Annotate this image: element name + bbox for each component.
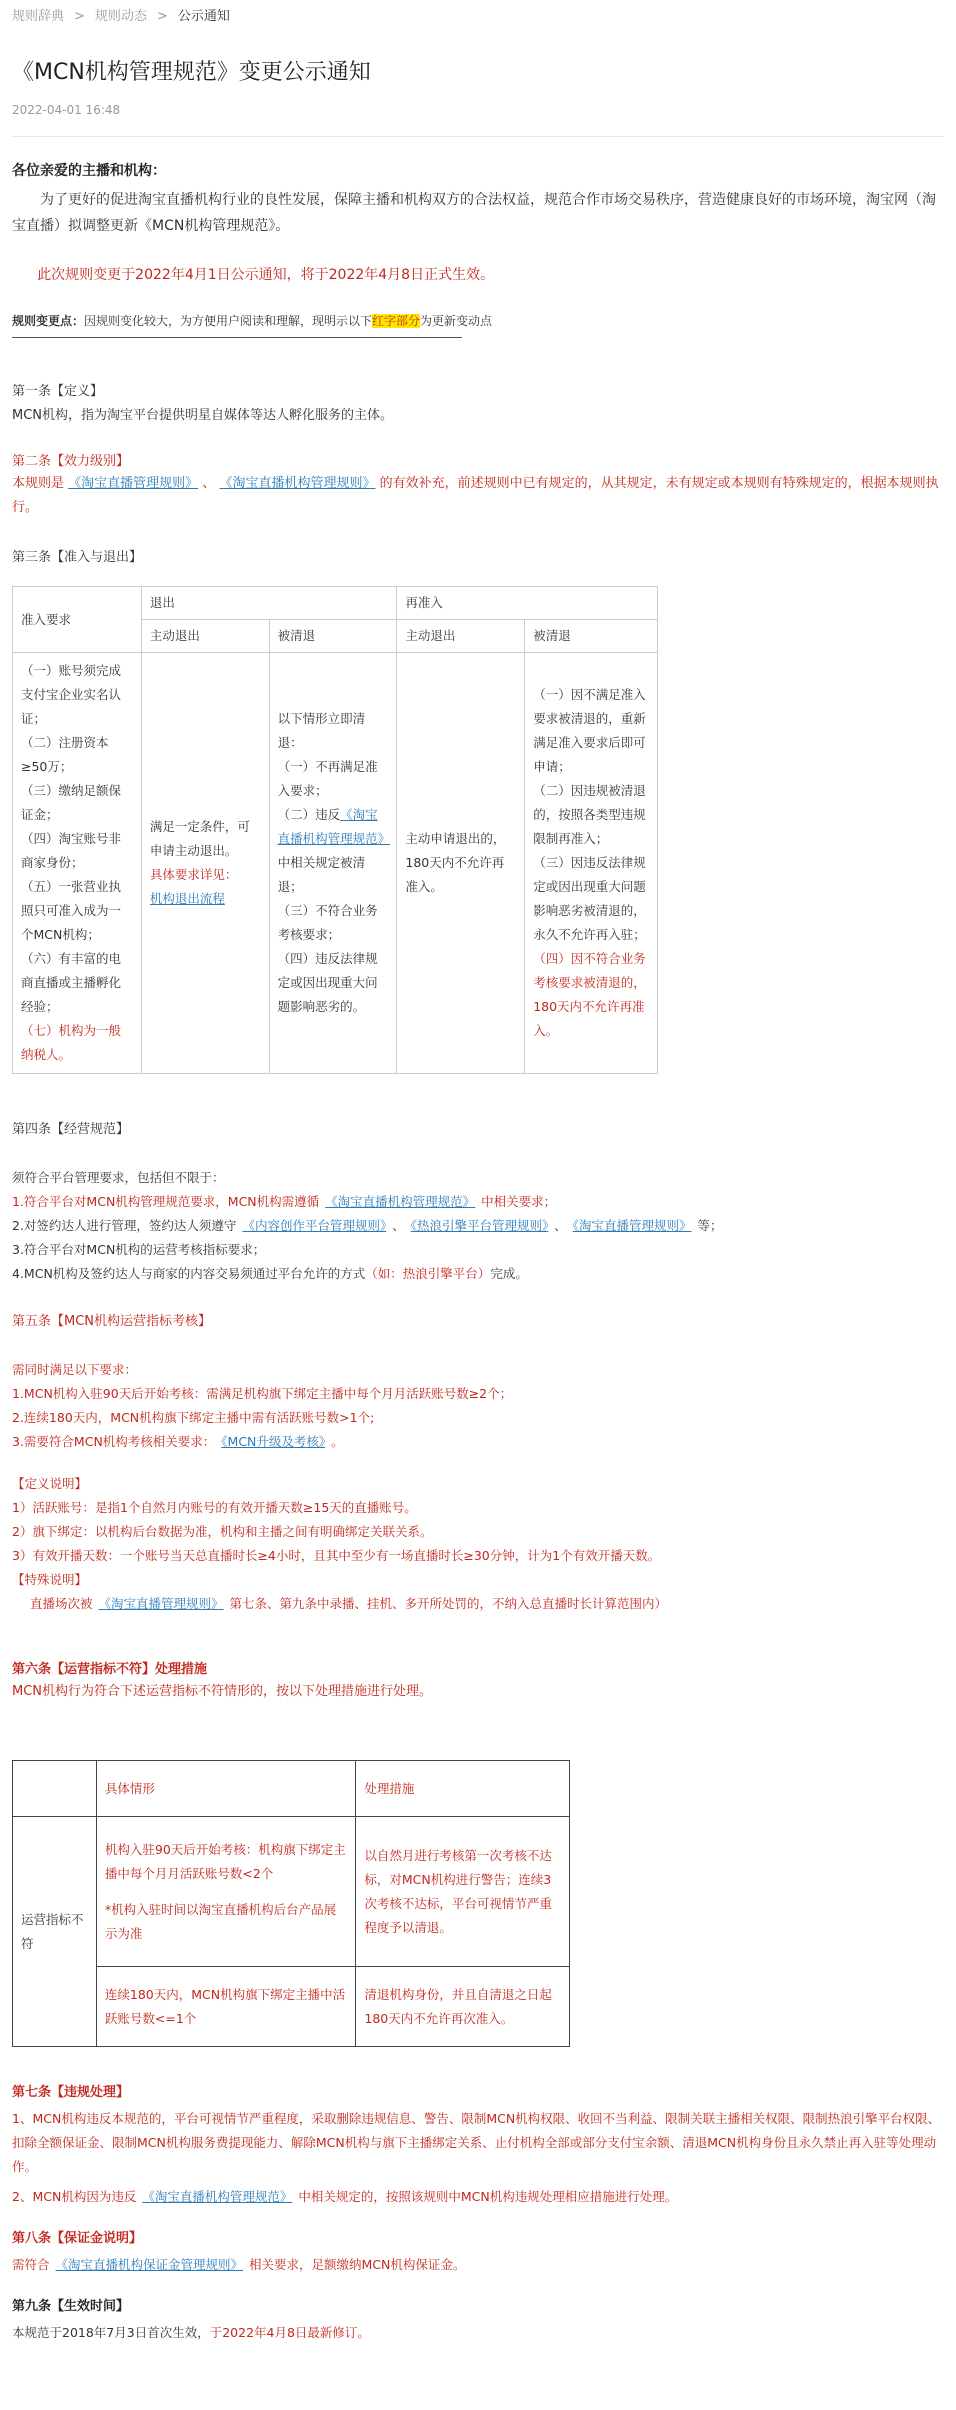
change-point-label: 规则变更点： xyxy=(12,314,85,328)
item-text: 3.需要符合MCN机构考核相关要求： xyxy=(12,1434,216,1449)
greeting: 各位亲爱的主播和机构： xyxy=(12,163,166,179)
live-agency-norms-link[interactable]: 《淘宝直播机构管理规范》 xyxy=(277,807,391,846)
item-text-end: 第七条、第九条中录播、挂机、多开所处罚的，不纳入总直播时长计算范围内） xyxy=(229,1596,668,1611)
header-cleared: 被清退 xyxy=(269,620,397,653)
change-point-text-end: 为更新变动点 xyxy=(420,314,493,328)
article-9-body xyxy=(12,2321,944,2345)
cleared-item: （三）不符合业务考核要求； xyxy=(277,903,378,942)
definition-item: 1）活跃账号：是指1个自然月内账号的有效开播天数≥15天的直播账号。 xyxy=(12,1500,417,1515)
item-text: 2、MCN机构因为违反 xyxy=(12,2189,137,2204)
header-exit: 退出 xyxy=(141,587,397,620)
content-platform-rules-link[interactable]: 《内容创作平台管理规则》 xyxy=(242,1218,387,1233)
article-2-text-end: 的有效补充，前述规则中已有规定的，从其规定，未有规定或本规则有特殊规定的，根据本规则执行。 xyxy=(12,476,939,515)
breadcrumb-item-rules-dictionary[interactable]: 规则辞典 xyxy=(12,9,65,24)
access-item: （三）缴纳足额保证金； xyxy=(21,783,122,822)
case-1-cell xyxy=(96,1817,356,1967)
header-active-exit: 主动退出 xyxy=(141,620,269,653)
reentry-item-new: （四）因不符合业务考核要求被清退的，180天内不允许再准入。 xyxy=(533,951,646,1038)
article-4-intro: 须符合平台管理要求，包括但不限于： xyxy=(12,1170,225,1185)
breadcrumb-item-rules-news[interactable]: 规则动态 xyxy=(94,9,147,24)
article-5-item-2: 2.连续180天内，MCN机构旗下绑定主播中需有活跃账号数>1个; xyxy=(12,1410,375,1425)
article-8-body xyxy=(12,2253,944,2277)
access-item: （二）注册资本≥50万； xyxy=(21,735,109,774)
separator: 、 xyxy=(554,1218,567,1233)
article-1-heading: 第一条【定义】 xyxy=(12,384,104,399)
header-access: 准入要求 xyxy=(13,587,142,653)
access-item: （四）淘宝账号非商家身份； xyxy=(21,831,122,870)
item-text: 需符合 xyxy=(12,2257,50,2272)
measure-2-cell: 清退机构身份，并且自清退之日起180天内不允许再次准入。 xyxy=(356,1967,570,2047)
article-4-item-2 xyxy=(12,1214,944,1238)
header-reentry: 再准入 xyxy=(397,587,658,620)
article-4-item-4 xyxy=(12,1262,944,1286)
article-7-heading: 第七条【违规处理】 xyxy=(12,2085,130,2100)
cleared-item-text: （二）违反 xyxy=(277,807,341,822)
definition-item: 2）旗下绑定：以机构后台数据为准，机构和主播之间有明确绑定关联关系。 xyxy=(12,1524,433,1539)
item-text: 2.对签约达人进行管理，签约达人须遵守 xyxy=(12,1218,237,1233)
breadcrumb-item-current: 公示通知 xyxy=(177,9,230,24)
cleared-cell xyxy=(269,653,397,1074)
breadcrumb xyxy=(12,0,944,34)
heatwave-engine-rules-link[interactable]: 《热浪引擎平台管理规则》 xyxy=(410,1218,549,1233)
article-5-item-3 xyxy=(12,1430,944,1454)
live-agency-norms-link[interactable]: 《淘宝直播机构管理规范》 xyxy=(142,2189,293,2204)
access-item-new: （七）机构为一般纳税人。 xyxy=(21,1023,122,1062)
live-management-rules-link[interactable]: 《淘宝直播管理规则》 xyxy=(98,1596,224,1611)
access-requirements-cell xyxy=(13,653,142,1074)
active-exit-cell xyxy=(141,653,269,1074)
article-8-heading: 第八条【保证金说明】 xyxy=(12,2231,143,2246)
item-text-highlight: （如：热浪引擎平台） xyxy=(365,1266,491,1281)
row-label: 运营指标不符 xyxy=(13,1817,97,2047)
separator: 、 xyxy=(202,476,216,491)
header-measure: 处理措施 xyxy=(356,1761,570,1817)
special-note-heading: 【特殊说明】 xyxy=(12,1572,88,1587)
header-cleared-reentry: 被清退 xyxy=(525,620,658,653)
reentry-item: （一）因不满足准入要求被清退的，重新满足准入要求后即可申请； xyxy=(533,687,646,774)
active-exit-detail-label: 具体要求详见： xyxy=(149,867,238,882)
access-exit-table xyxy=(12,586,658,1074)
item-text-end: 。 xyxy=(331,1434,344,1449)
item-text-end: 完成。 xyxy=(490,1266,528,1281)
article-4-body xyxy=(12,1166,944,1286)
access-item: （五）一张营业执照只可准入成为一个MCN机构； xyxy=(21,879,122,942)
change-point xyxy=(12,311,944,331)
header-case: 具体情形 xyxy=(96,1761,356,1817)
item-text-end: 等； xyxy=(697,1218,723,1233)
case-2-cell: 连续180天内，MCN机构旗下绑定主播中活跃账号数<=1个 xyxy=(96,1967,356,2047)
agency-exit-process-link[interactable]: 机构退出流程 xyxy=(149,891,225,906)
reentry-item: （三）因违反法律规定或因出现重大问题影响恶劣被清退的，永久不允许再入驻； xyxy=(533,855,646,942)
intro-paragraph: 为了更好的促进淘宝直播机构行业的良性发展，保障主播和机构双方的合法权益，规范合作市场交易秩序，营造健康良好的市场环境，淘宝网（淘宝直播）拟调整更新《MCN机构管理规范》。 xyxy=(12,192,936,234)
article-7-body xyxy=(12,2107,944,2209)
reentry-item: （二）因违规被清退的，按照各类型违规限制再准入； xyxy=(533,783,646,846)
table-corner xyxy=(13,1761,97,1817)
access-item: （六）有丰富的电商直播或主播孵化经验； xyxy=(21,951,122,1014)
header-active-exit-reentry: 主动退出 xyxy=(397,620,525,653)
article-5-item-1: 1.MCN机构入驻90天后开始考核：需满足机构旗下绑定主播中每个月月活跃账号数≥2个； xyxy=(12,1386,513,1401)
access-item: （一）账号须完成支付宝企业实名认证； xyxy=(21,663,122,726)
publish-date: 2022-04-01 16:48 xyxy=(12,100,944,137)
reentry-cleared-cell xyxy=(525,653,658,1074)
reentry-active-cell: 主动申请退出的，180天内不允许再准入。 xyxy=(397,653,525,1074)
mcn-upgrade-assessment-link[interactable]: 《MCN升级及考核》 xyxy=(221,1434,326,1449)
measure-1-cell: 以自然月进行考核第一次考核不达标，对MCN机构进行警告；连续3次考核不达标，平台可视情节严重程度予以清退。 xyxy=(356,1817,570,1967)
definition-item: 3）有效开播天数：一个账号当天总直播时长≥4小时，且其中至少有一场直播时长≥30分钟，计为1个有效开播天数。 xyxy=(12,1548,661,1563)
article-2-heading: 第二条【效力级别】 xyxy=(12,454,130,469)
item-text: 本规范于2018年7月3日首次生效， xyxy=(12,2325,210,2340)
live-management-rules-link[interactable]: 《淘宝直播管理规则》 xyxy=(572,1218,692,1233)
article-4-heading: 第四条【经营规范】 xyxy=(12,1122,130,1137)
cleared-item: （四）违反法律规定或因出现重大问题影响恶劣的。 xyxy=(277,951,378,1014)
article-3-heading: 第三条【准入与退出】 xyxy=(12,550,143,565)
special-note-body xyxy=(12,1592,944,1616)
breadcrumb-separator: > xyxy=(74,9,85,24)
effective-notice: 此次规则变更于2022年4月1日公示通知，将于2022年4月8日正式生效。 xyxy=(37,267,495,283)
cleared-item-text-end: 中相关规定被清退； xyxy=(277,855,366,894)
article-1-body: MCN机构，指为淘宝平台提供明星自媒体等达人孵化服务的主体。 xyxy=(12,408,394,423)
live-management-rules-link[interactable]: 《淘宝直播管理规则》 xyxy=(68,476,199,491)
change-point-text: 因规则变化较大，为方便用户阅读和理解，现明示以下 xyxy=(84,314,373,328)
item-text: 1.符合平台对MCN机构管理规范要求，MCN机构需遵循 xyxy=(12,1194,320,1209)
deposit-rules-link[interactable]: 《淘宝直播机构保证金管理规则》 xyxy=(55,2257,244,2272)
live-agency-rules-link[interactable]: 《淘宝直播机构管理规则》 xyxy=(219,476,376,491)
item-text-end: 相关要求，足额缴纳MCN机构保证金。 xyxy=(249,2257,466,2272)
article-9-heading: 第九条【生效时间】 xyxy=(12,2299,130,2314)
item-text-end: 中相关规定的，按照该规则中MCN机构违规处理相应措施进行处理。 xyxy=(298,2189,678,2204)
article-7-item-2 xyxy=(12,2185,944,2209)
item-text: 直播场次被 xyxy=(30,1596,93,1611)
page-title: 《MCN机构管理规范》变更公示通知 xyxy=(12,60,371,85)
separator: 、 xyxy=(392,1218,405,1233)
article-4-item-3: 3.符合平台对MCN机构的运营考核指标要求； xyxy=(12,1242,266,1257)
cleared-intro: 以下情形立即清退： xyxy=(277,711,366,750)
case-1-note: *机构入驻时间以淘宝直播机构后台产品展示为准 xyxy=(104,1901,337,1941)
article-4-item-1 xyxy=(12,1190,944,1214)
article-5-body xyxy=(12,1358,944,1616)
divider xyxy=(12,337,462,338)
item-text-end: 中相关要求； xyxy=(481,1194,557,1209)
active-exit-text: 满足一定条件，可申请主动退出。 xyxy=(149,819,250,858)
article-6-body: MCN机构行为符合下述运营指标不符情形的，按以下处理措施进行处理。 xyxy=(12,1684,433,1699)
definition-heading: 【定义说明】 xyxy=(12,1476,88,1491)
change-point-highlight: 红字部分 xyxy=(372,314,421,328)
item-text: 4.MCN机构及签约达人与商家的内容交易须通过平台允许的方式 xyxy=(12,1266,366,1281)
article-2-text: 本规则是 xyxy=(12,476,65,491)
indicator-handling-table xyxy=(12,1760,570,2047)
article-5-heading: 第五条【MCN机构运营指标考核】 xyxy=(12,1314,212,1329)
article-7-item-1: 1、MCN机构违反本规范的，平台可视情节严重程度，采取删除违规信息、警告、限制MCN机构权限、收回不当利益、限制关联主播相关权限、限制热浪引擎平台权限、扣除全额保证金、限制MCN机构服务费提现能力、解除MCN机构与旗下主播绑定关系、止付机构全部或部分支付宝余额、清退MCN机构身份且永久禁止再入驻等处理动作。 xyxy=(12,2111,941,2174)
article-5-intro: 需同时满足以下要求： xyxy=(12,1362,138,1377)
cleared-item xyxy=(278,803,389,899)
case-1-text: 机构入驻90天后开始考核：机构旗下绑定主播中每个月月活跃账号数<2个 xyxy=(104,1841,346,1881)
article-6-heading: 第六条【运营指标不符】处理措施 xyxy=(12,1662,208,1677)
breadcrumb-separator: > xyxy=(156,9,168,24)
article-2-body xyxy=(12,472,944,520)
item-text-highlight: 于2022年4月8日最新修订。 xyxy=(209,2325,370,2340)
live-agency-norms-link[interactable]: 《淘宝直播机构管理规范》 xyxy=(325,1194,476,1209)
cleared-item: （一）不再满足准入要求； xyxy=(277,759,378,798)
